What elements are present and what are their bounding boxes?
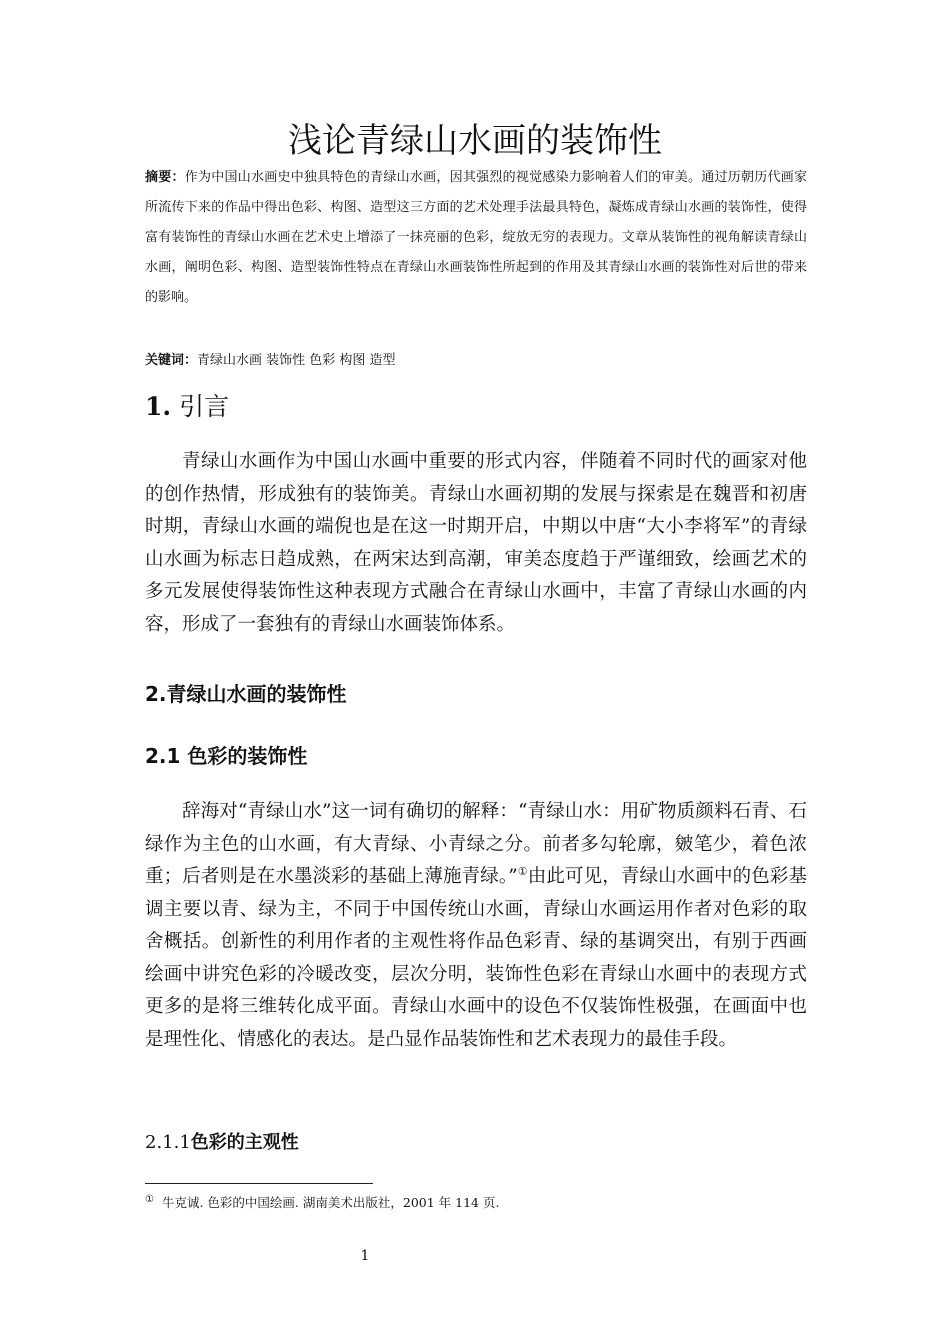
section-2-1-heading: 2.1 色彩的装饰性: [145, 744, 308, 768]
section-2-heading: 2.青绿山水画的装饰性: [145, 682, 347, 706]
section-1-heading: [145, 388, 229, 426]
keywords-label: 关键词：: [145, 353, 198, 368]
color-paragraph: [145, 796, 807, 1056]
section-1-number: 1.: [145, 392, 172, 421]
keywords-text: 青绿山水画 装饰性 色彩 构图 造型: [197, 353, 396, 368]
footnote-mark: ①: [145, 1193, 154, 1205]
abstract: [145, 163, 807, 313]
footnote: [145, 1193, 807, 1213]
footnote-text: 牛克诚. 色彩的中国绘画. 湖南美术出版社，2001 年 114 页.: [161, 1195, 500, 1210]
section-2-1-1-number: 2.1.1: [145, 1132, 191, 1153]
color-paragraph-part-2: 由此可见，青绿山水画中的色彩基调主要以青、绿为主，不同于中国传统山水画，青绿山水画运用作者对色彩的取舍概括。创新性的利用作者的主观性将作品色彩青、绿的基调突出，有别于西画绘画中讲究色彩的冷暖改变，层次分明，装饰性色彩在青绿山水画中的表现方式更多的是将三维转化成平面。青绿山水画中的设色不仅装饰性极强，在画面中也是理性化、情感化的表达。是凸显作品装饰性和艺术表现力的最佳手段。: [145, 866, 807, 1050]
footnote-reference[interactable]: ①: [517, 864, 528, 878]
footnote-separator: [145, 1183, 373, 1184]
keywords: [145, 347, 807, 375]
section-1-title: 引言: [179, 392, 230, 421]
section-2-1-1-heading: [145, 1128, 299, 1158]
abstract-label: 摘要：: [145, 170, 185, 185]
paper-title: 浅论青绿山水画的装饰性: [288, 121, 662, 161]
section-2-1-1-title: 色彩的主观性: [190, 1132, 299, 1153]
abstract-text: 作为中国山水画史中独具特色的青绿山水画，因其强烈的视觉感染力影响着人们的审美。通过历朝历代画家所流传下来的作品中得出色彩、构图、造型这三方面的艺术处理手法最具特色，凝炼成青绿山水画的装饰性，使得富有装饰性的青绿山水画在艺术史上增添了一抹亮丽的色彩，绽放无穷的表现力。文章从装饰性的视角解读青绿山水画，阐明色彩、构图、造型装饰性特点在青绿山水画装饰性所起到的作用及其青绿山水画的装饰性对后世的带来的影响。: [145, 170, 807, 305]
page-number: 1: [360, 1248, 370, 1264]
intro-paragraph: 青绿山水画作为中国山水画中重要的形式内容，伴随着不同时代的画家对他的创作热情，形成独有的装饰美。青绿山水画初期的发展与探索是在魏晋和初唐时期，青绿山水画的端倪也是在这一时期开启，中期以中唐“大小李将军”的青绿山水画为标志日趋成熟，在两宋达到高潮，审美态度趋于严谨细致，绘画艺术的多元发展使得装饰性这种表现方式融合在青绿山水画中，丰富了青绿山水画的内容，形成了一套独有的青绿山水画装饰体系。: [145, 451, 807, 635]
color-paragraph-part-1: 辞海对“青绿山水”这一词有确切的解释：“青绿山水：用矿物质颜料石青、石绿作为主色的山水画，有大青绿、小青绿之分。前者多勾轮廓，皴笔少，着色浓重；后者则是在水墨淡彩的基础上薄施青绿。”: [145, 801, 807, 887]
